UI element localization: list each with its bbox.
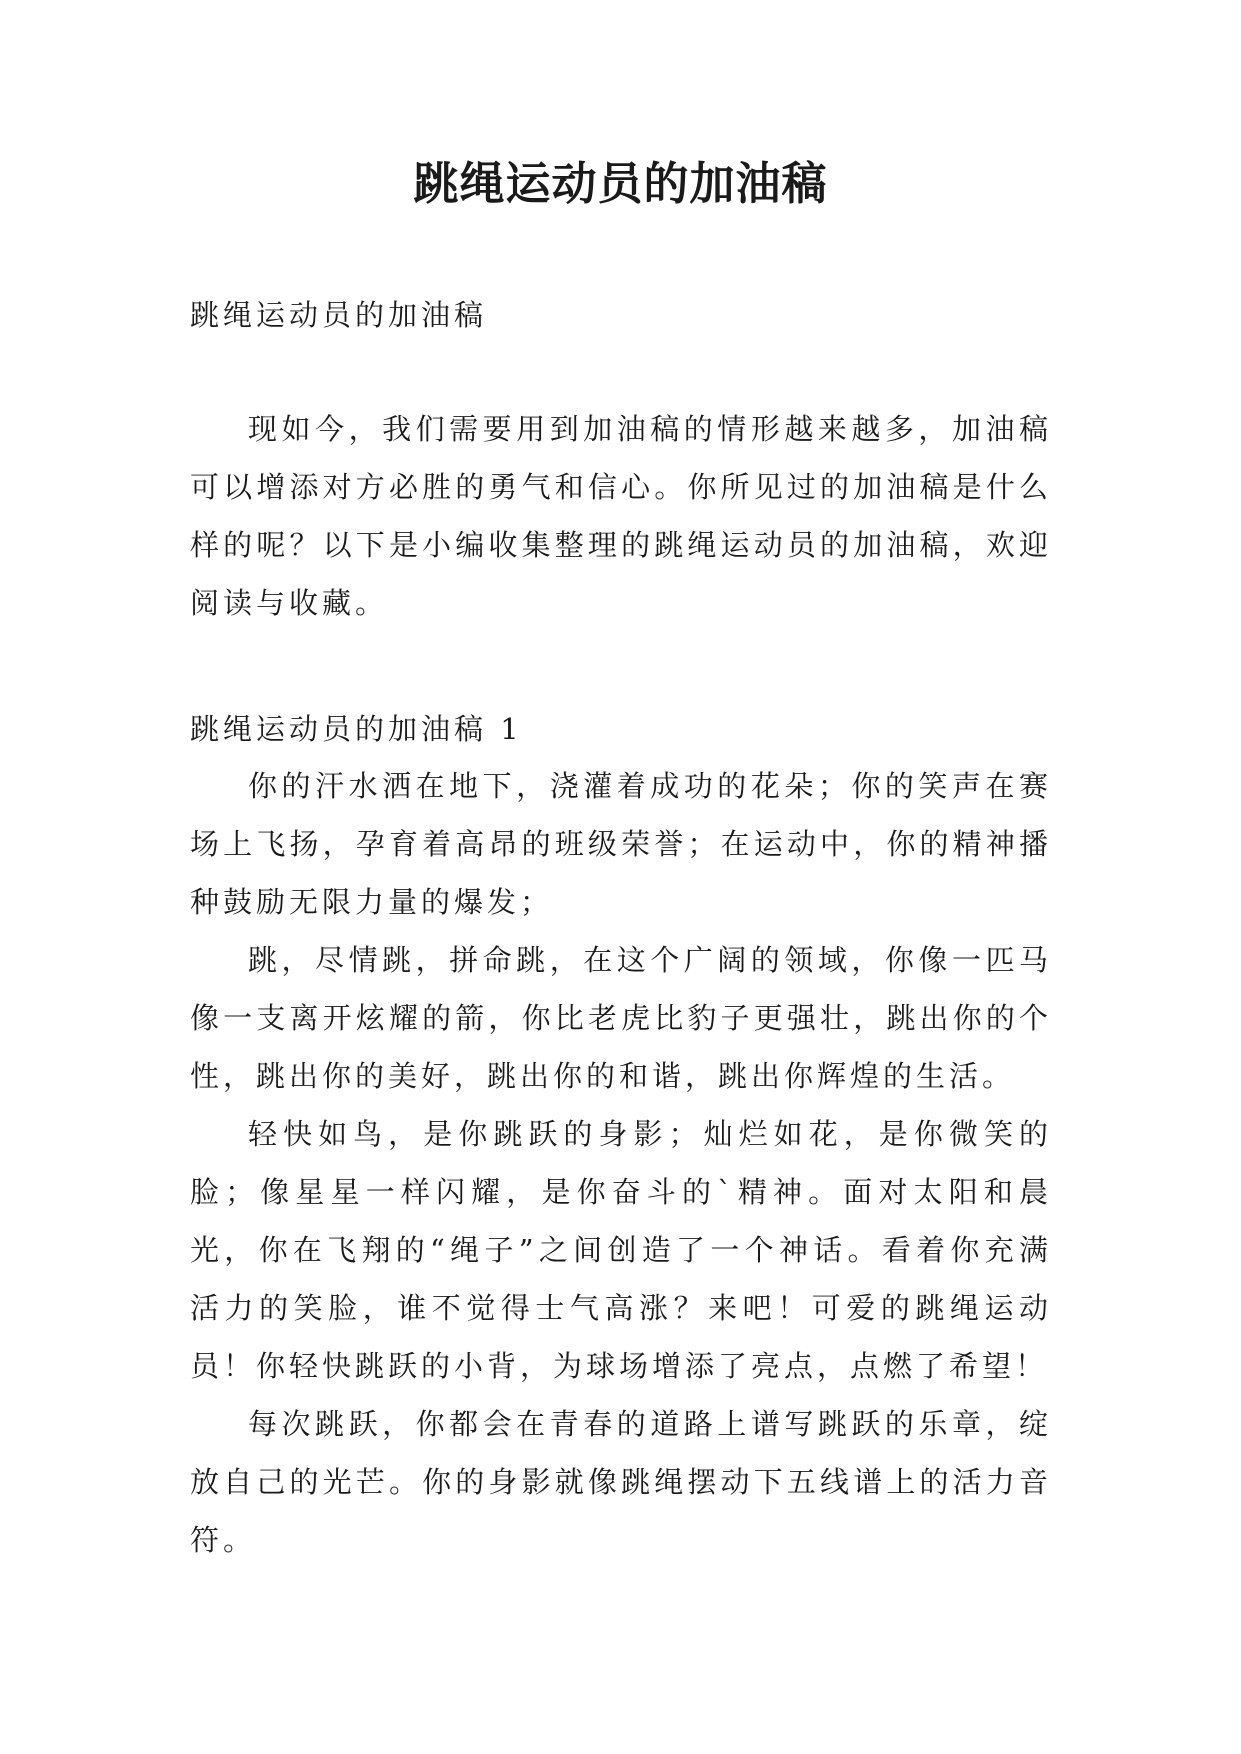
intro-paragraph: 现如今，我们需要用到加油稿的情形越来越多，加油稿可以增添对方必胜的勇气和信心。你所见过的加油稿是什么样的呢？以下是小编收集整理的跳绳运动员的加油稿，欢迎阅读与收藏。	[190, 412, 1052, 620]
intro-paragraph-block	[190, 400, 1052, 632]
document-subtitle: 跳绳运动员的加油稿	[190, 298, 488, 332]
document-title: 跳绳运动员的加油稿	[413, 157, 828, 210]
body-paragraph-2: 跳，尽情跳，拼命跳，在这个广阔的领域，你像一匹马像一支离开炫耀的箭，你比老虎比豹子更强壮，跳出你的个性，跳出你的美好，跳出你的和谐，跳出你辉煌的生活。	[190, 943, 1052, 1093]
section-body	[190, 757, 1052, 1569]
section-heading: 跳绳运动员的加油稿 1	[190, 712, 523, 746]
body-paragraph-4: 每次跳跃，你都会在青春的道路上谱写跳跃的乐章，绽放自己的光芒。你的身影就像跳绳摆动下五线谱上的活力音符。	[190, 1407, 1052, 1557]
body-paragraph-1: 你的汗水洒在地下，浇灌着成功的花朵；你的笑声在赛场上飞扬，孕育着高昂的班级荣誉；在运动中，你的精神播种鼓励无限力量的爆发；	[190, 769, 1052, 919]
body-paragraph-3: 轻快如鸟，是你跳跃的身影；灿烂如花，是你微笑的脸；像星星一样闪耀，是你奋斗的`精神。面对太阳和晨光，你在飞翔的“绳子”之间创造了一个神话。看着你充满活力的笑脸，谁不觉得士气高涨？来吧！可爱的跳绳运动员！你轻快跳跃的小背，为球场增添了亮点，点燃了希望！	[190, 1117, 1052, 1383]
